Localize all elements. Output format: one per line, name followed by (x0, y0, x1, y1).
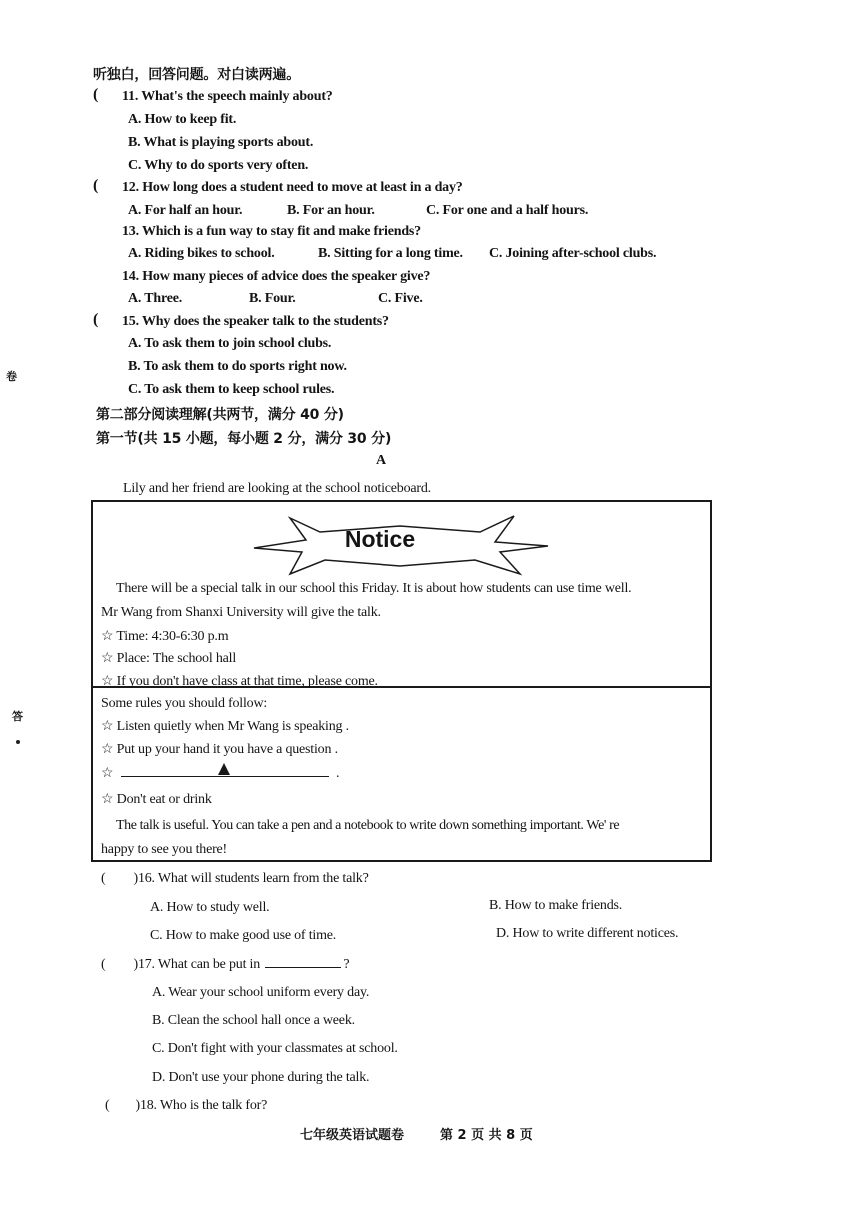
reading-part-title: 第二部分阅读理解(共两节，满分 40 分) (96, 407, 344, 423)
q15-option-c: C. To ask them to keep school rules. (128, 382, 335, 397)
answer-paren-15: ( (93, 311, 99, 328)
answer-paren-17-close: ) (133, 957, 138, 972)
answer-paren-12: ( (93, 177, 99, 194)
notice-bullet-place (101, 650, 236, 667)
answer-paren-16: ( (101, 871, 106, 886)
footer-subject: 七年级英语试题卷 (300, 1128, 405, 1143)
rule-2-text: Put up your hand it you have a question . (116, 742, 338, 757)
question-15 (122, 314, 389, 330)
q14-option-a: A. Three. (128, 291, 183, 306)
question-14-number: 14. (122, 269, 139, 284)
q13-option-a: A. Riding bikes to school. (128, 246, 275, 261)
q16-option-a: A. How to study well. (150, 900, 270, 915)
question-11-stem: What's the speech mainly about? (141, 89, 333, 104)
passage-intro: Lily and her friend are looking at the school noticeboard. (123, 481, 431, 496)
q11-option-a: A. How to keep fit. (128, 112, 237, 127)
question-17-number: 17. (137, 957, 155, 972)
q12-option-c: C. For one and a half hours. (426, 203, 589, 218)
footer-page-number: 第 2 页 共 8 页 (440, 1128, 533, 1143)
question-17 (101, 957, 349, 973)
rule-2 (101, 741, 338, 758)
notice-closing-1: The talk is useful. You can take a pen and a notebook to write down something important. We' re (116, 818, 620, 833)
q13-option-b: B. Sitting for a long time. (318, 246, 463, 261)
notice-time: Time: 4:30-6:30 p.m (116, 629, 229, 644)
q11-option-c: C. Why to do sports very often. (128, 158, 309, 173)
question-18-stem: Who is the talk for? (159, 1098, 268, 1113)
q17-option-d: D. Don't use your phone during the talk. (152, 1070, 370, 1085)
question-11-number: 11. (122, 89, 139, 104)
q17-option-a: A. Wear your school uniform every day. (152, 985, 370, 1000)
question-17-stem: What can be put in (157, 957, 261, 972)
q16-option-c: C. How to make good use of time. (150, 928, 337, 943)
q16-option-b: B. How to make friends. (489, 898, 623, 913)
question-16-stem: What will students learn from the talk? (157, 871, 369, 886)
q17-option-b: B. Clean the school hall once a week. (152, 1013, 355, 1028)
rule-last-text: Don't eat or drink (116, 792, 212, 807)
notice-place: Place: The school hall (116, 651, 237, 666)
rule-blank (101, 764, 339, 782)
question-18 (105, 1098, 267, 1114)
q17-blank-line (265, 957, 341, 968)
question-16 (101, 871, 369, 887)
star-icon: ☆ (101, 651, 114, 666)
question-15-stem: Why does the speaker talk to the students? (141, 314, 389, 329)
question-17-end: ? (343, 957, 350, 972)
notice-title: Notice (344, 526, 416, 552)
q14-option-b: B. Four. (249, 291, 296, 306)
question-14 (122, 269, 430, 285)
q12-option-a: A. For half an hour. (128, 203, 243, 218)
notice-line-2: Mr Wang from Shanxi University will give the talk. (101, 605, 381, 620)
question-18-number: 18. (139, 1098, 157, 1113)
answer-paren-16-close: ) (133, 871, 138, 886)
question-15-number: 15. (122, 314, 139, 329)
rules-heading: Some rules you should follow: (101, 696, 268, 711)
star-icon: ☆ (101, 674, 114, 689)
question-12-stem: How long does a student need to move at least in a day? (142, 180, 463, 195)
question-14-stem: How many pieces of advice does the speaker give? (142, 269, 431, 284)
margin-mark-juan: 卷 (6, 370, 17, 383)
star-icon: ☆ (101, 629, 114, 644)
question-12-number: 12. (122, 180, 139, 195)
answer-paren-18-close: ) (135, 1098, 140, 1113)
notice-closing-2: happy to see you there! (101, 842, 228, 857)
reading-section-title: 第一节(共 15 小题，每小题 2 分，满分 30 分) (96, 431, 392, 447)
q14-option-c: C. Five. (378, 291, 423, 306)
star-icon: ☆ (101, 792, 114, 807)
rule-1-text: Listen quietly when Mr Wang is speaking . (116, 719, 349, 734)
listening-instruction: 听独白，回答问题。对白读两遍。 (93, 67, 300, 83)
notice-class: If you don't have class at that time, please come. (116, 674, 378, 689)
answer-paren-18: ( (105, 1098, 110, 1113)
margin-mark-da: 答 (12, 710, 23, 723)
notice-bullet-time (101, 628, 228, 645)
question-13-stem: Which is a fun way to stay fit and make friends? (141, 224, 421, 239)
notice-bullet-class (101, 673, 378, 690)
passage-letter: A (376, 453, 386, 468)
rule-last (101, 791, 212, 808)
rule-blank-period: . (335, 766, 340, 781)
blank-triangle-icon (218, 763, 230, 775)
margin-dot (16, 740, 20, 744)
question-13 (122, 224, 421, 240)
q12-option-b: B. For an hour. (287, 203, 375, 218)
question-16-number: 16. (137, 871, 155, 886)
q17-option-c: C. Don't fight with your classmates at school. (152, 1041, 398, 1056)
question-11 (122, 89, 333, 105)
q11-option-b: B. What is playing sports about. (128, 135, 314, 150)
q15-option-a: A. To ask them to join school clubs. (128, 336, 332, 351)
answer-paren-17: ( (101, 957, 106, 972)
q15-option-b: B. To ask them to do sports right now. (128, 359, 347, 374)
star-icon: ☆ (101, 742, 114, 757)
question-13-number: 13. (122, 224, 139, 239)
question-12 (122, 180, 463, 196)
rule-blank-line (121, 764, 329, 777)
star-icon: ☆ (101, 766, 114, 781)
rule-1 (101, 718, 349, 735)
answer-paren-11: ( (93, 86, 99, 103)
q13-option-c: C. Joining after-school clubs. (489, 246, 657, 261)
star-icon: ☆ (101, 719, 114, 734)
notice-line-1: There will be a special talk in our school this Friday. It is about how students can use time well. (116, 581, 632, 596)
q16-option-d: D. How to write different notices. (496, 926, 679, 941)
